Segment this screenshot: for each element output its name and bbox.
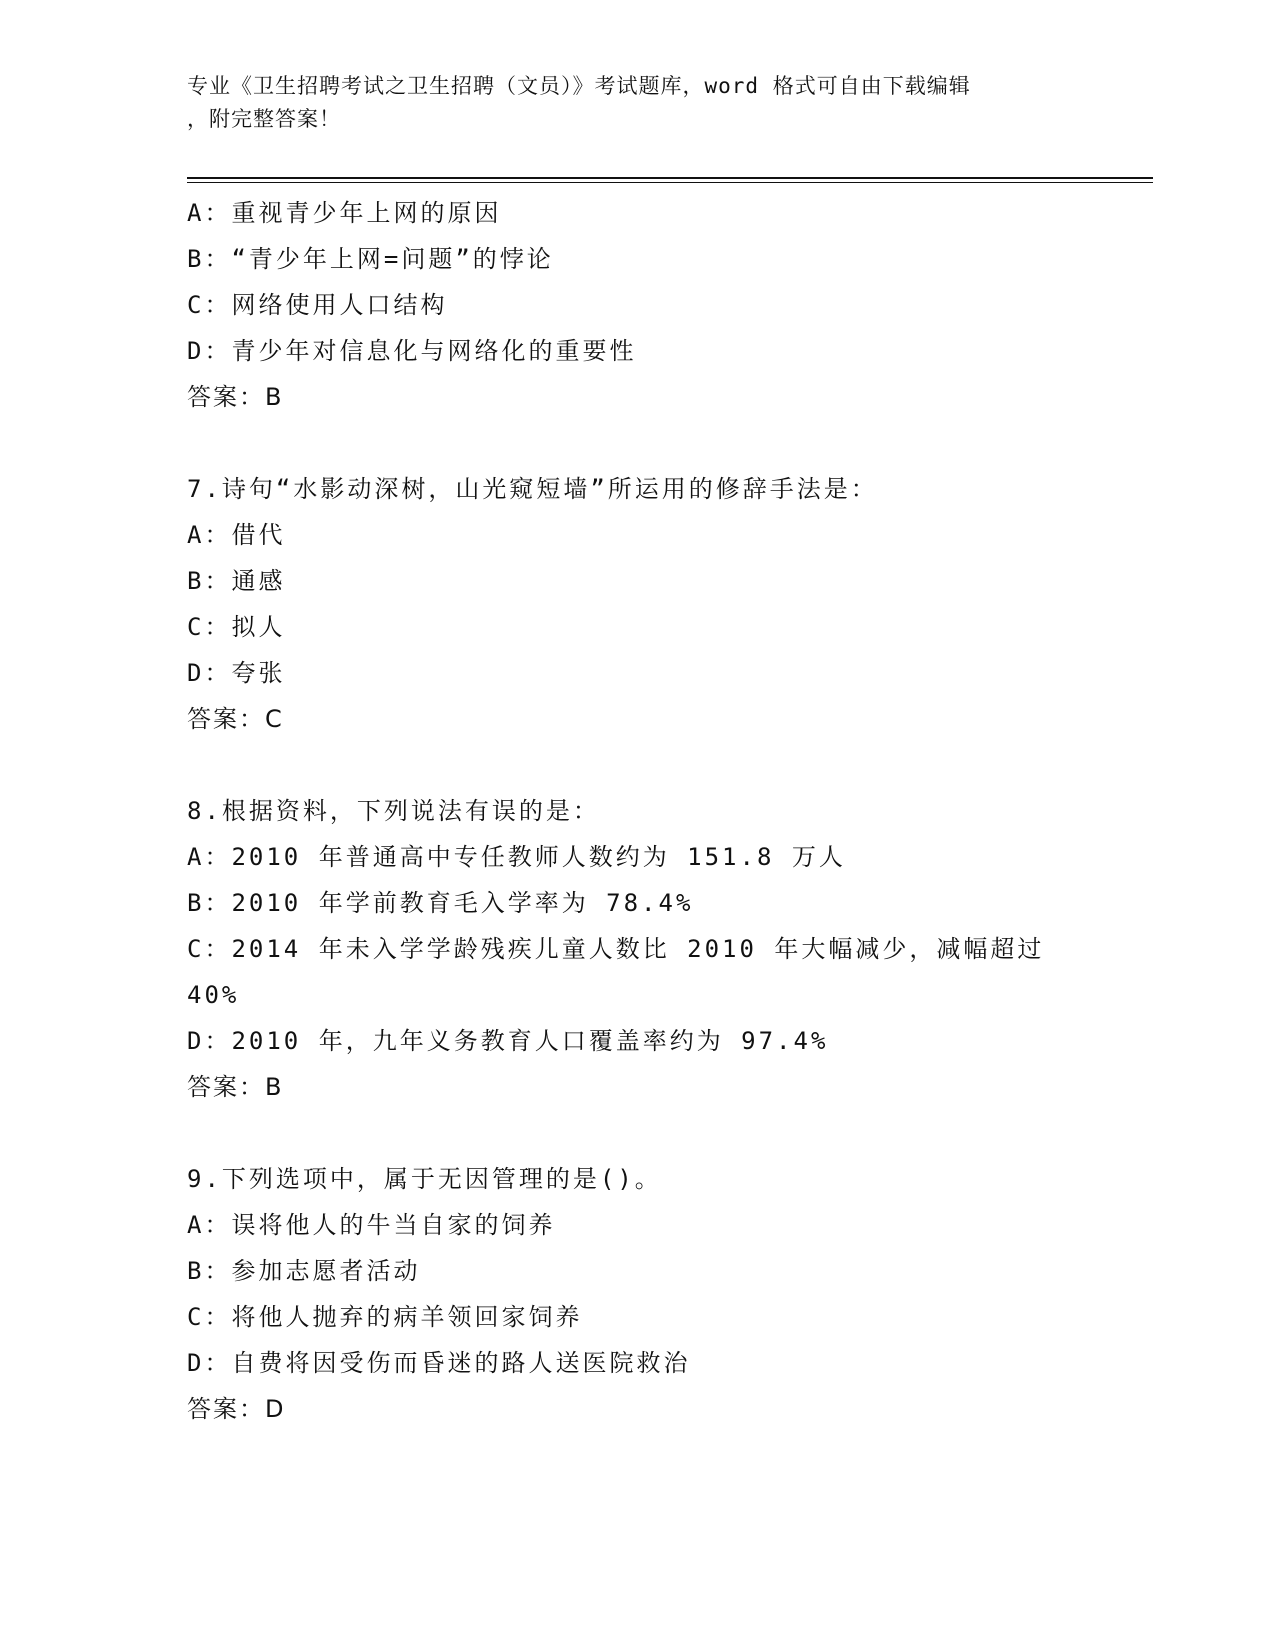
option-a: A：误将他人的牛当自家的饲养 [187, 1211, 556, 1239]
option-b: B：通感 [187, 567, 286, 595]
question-stem: 9.下列选项中，属于无因管理的是()。 [187, 1165, 662, 1193]
answer-label: 答案：B [187, 383, 284, 411]
header-line-1: 专业《卫生招聘考试之卫生招聘（文员）》考试题库，word 格式可自由下载编辑 [187, 74, 971, 98]
header-divider-thin [187, 182, 1153, 183]
header-divider-thick [187, 177, 1153, 179]
question-block-9 [187, 1156, 1067, 1432]
question-block-prev [187, 190, 1067, 420]
answer-label: 答案：B [187, 1073, 284, 1101]
option-d: D：自费将因受伤而昏迷的路人送医院救治 [187, 1349, 691, 1377]
question-stem: 7.诗句“水影动深树，山光窥短墙”所运用的修辞手法是： [187, 475, 878, 503]
option-c: C：网络使用人口结构 [187, 291, 448, 319]
question-stem: 8.根据资料，下列说法有误的是： [187, 797, 600, 825]
option-a: A：借代 [187, 521, 286, 549]
option-b: B：2010 年学前教育毛入学率为 78.4% [187, 889, 694, 917]
option-a: A：重视青少年上网的原因 [187, 199, 502, 227]
option-c-continued: 40% [187, 981, 240, 1009]
question-list [187, 190, 1067, 1432]
option-c: C：2014 年未入学学龄残疾儿童人数比 2010 年大幅减少，减幅超过 [187, 935, 1045, 963]
option-d: D：青少年对信息化与网络化的重要性 [187, 337, 637, 365]
answer-label: 答案：D [187, 1395, 286, 1423]
option-c: C：将他人抛弃的病羊领回家饲养 [187, 1303, 583, 1331]
option-d: D：夸张 [187, 659, 286, 687]
option-b: B：“青少年上网=问题”的悖论 [187, 245, 554, 273]
option-b: B：参加志愿者活动 [187, 1257, 421, 1285]
document-header [187, 70, 1087, 136]
question-block-7 [187, 466, 1067, 742]
option-a: A：2010 年普通高中专任教师人数约为 151.8 万人 [187, 843, 846, 871]
option-c: C：拟人 [187, 613, 286, 641]
option-d: D：2010 年，九年义务教育人口覆盖率约为 97.4% [187, 1027, 829, 1055]
question-block-8 [187, 788, 1067, 1110]
header-line-2: ，附完整答案！ [187, 107, 341, 131]
answer-label: 答案：C [187, 705, 284, 733]
